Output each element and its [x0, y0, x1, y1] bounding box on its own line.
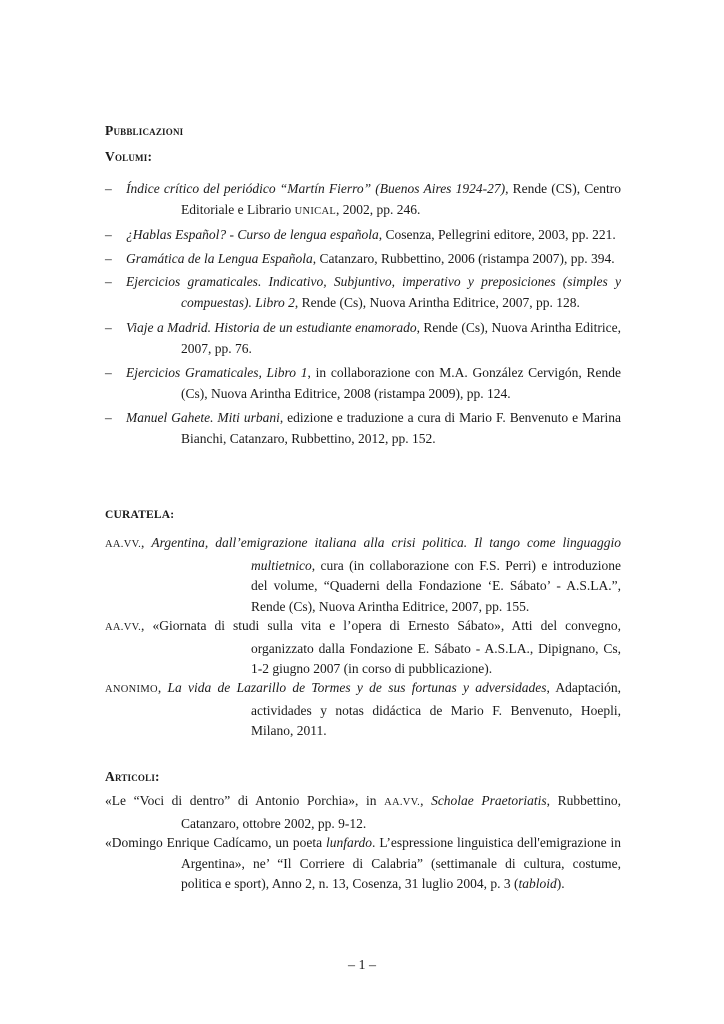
heading-curatela: CURATELA:: [105, 509, 175, 521]
volume-item: – Ejercicios gramaticales. Indicativo, Subjuntivo, imperativo y preposiciones (simples y compuestas). Libro 2, Rende (Cs), Nuova Arintha Editrice, 2007, pp. 128.: [105, 274, 621, 310]
heading-volumi: Volumi:: [105, 149, 153, 164]
heading-articoli: Articoli:: [105, 769, 160, 784]
volume-item: – Manuel Gahete. Miti urbani, edizione e traduzione a cura di Mario F. Benvenuto e Marina Bianchi, Catanzaro, Rubbettino, 2012, pp. 152.: [105, 410, 621, 446]
curatela-item: AA.VV., Argentina, dall’emigrazione italiana alla crisi politica. Il tango come linguaggio multietnico, cura (in collaborazione con F.S. Perri) e introduzione del volume, “Quaderni della Fondazione ‘E. Sábato’ - A.S.LA.”, Rende (Cs), Nuova Arintha Editrice, 2007, pp. 155.: [105, 535, 622, 614]
volume-item: – ¿Hablas Español? - Curso de lengua española, Cosenza, Pellegrini editore, 2003, pp. 221.: [105, 227, 616, 242]
curatela-item: ANONIMO, La vida de Lazarillo de Tormes y de sus fortunas y adversidades, Adaptación, actividades y notas didáctica de Mario F. Benvenuto, Hoepli, Milano, 2011.: [105, 680, 622, 738]
curatela-item: AA.VV., «Giornata di studi sulla vita e l’opera di Ernesto Sábato», Atti del convegno, organizzato dalla Fondazione E. Sábato - A.S.LA., Dipignano, Cs, 1-2 giugno 2007 (in corso di pubblicazione).: [105, 618, 621, 676]
page-number: – 1 –: [348, 958, 376, 973]
articolo-item: «Domingo Enrique Cadícamo, un poeta lunfardo. L’espressione linguistica dell'emigrazione in Argentina», ne’ “Il Corriere di Calabria” (settimanale di cultura, costume, politica e sport), Anno 2, n. 13, Cosenza, 31 luglio 2004, p. 3 (tabloid).: [105, 835, 621, 891]
volume-item: – Índice crítico del periódico “Martín Fierro” (Buenos Aires 1924-27), Rende (CS), Centro Editoriale e Librario UNICAL, 2002, pp. 246.: [105, 181, 621, 217]
heading-pubblicazioni: Pubblicazioni: [105, 123, 184, 138]
volume-item: – Ejercicios Gramaticales, Libro 1, in collaborazione con M.A. González Cervigón, Rende (Cs), Nuova Arintha Editrice, 2008 (ristampa 2009), pp. 124.: [105, 365, 621, 401]
articolo-item: «Le “Voci di dentro” di Antonio Porchia», in AA.VV., Scholae Praetoriatis, Rubbettino, Catanzaro, ottobre 2002, pp. 9-12.: [105, 793, 621, 831]
volume-item: – Viaje a Madrid. Historia de un estudiante enamorado, Rende (Cs), Nuova Arintha Editrice, 2007, pp. 76.: [105, 320, 621, 356]
volume-item: – Gramática de la Lengua Española, Catanzaro, Rubbettino, 2006 (ristampa 2007), pp. 394.: [105, 251, 615, 266]
